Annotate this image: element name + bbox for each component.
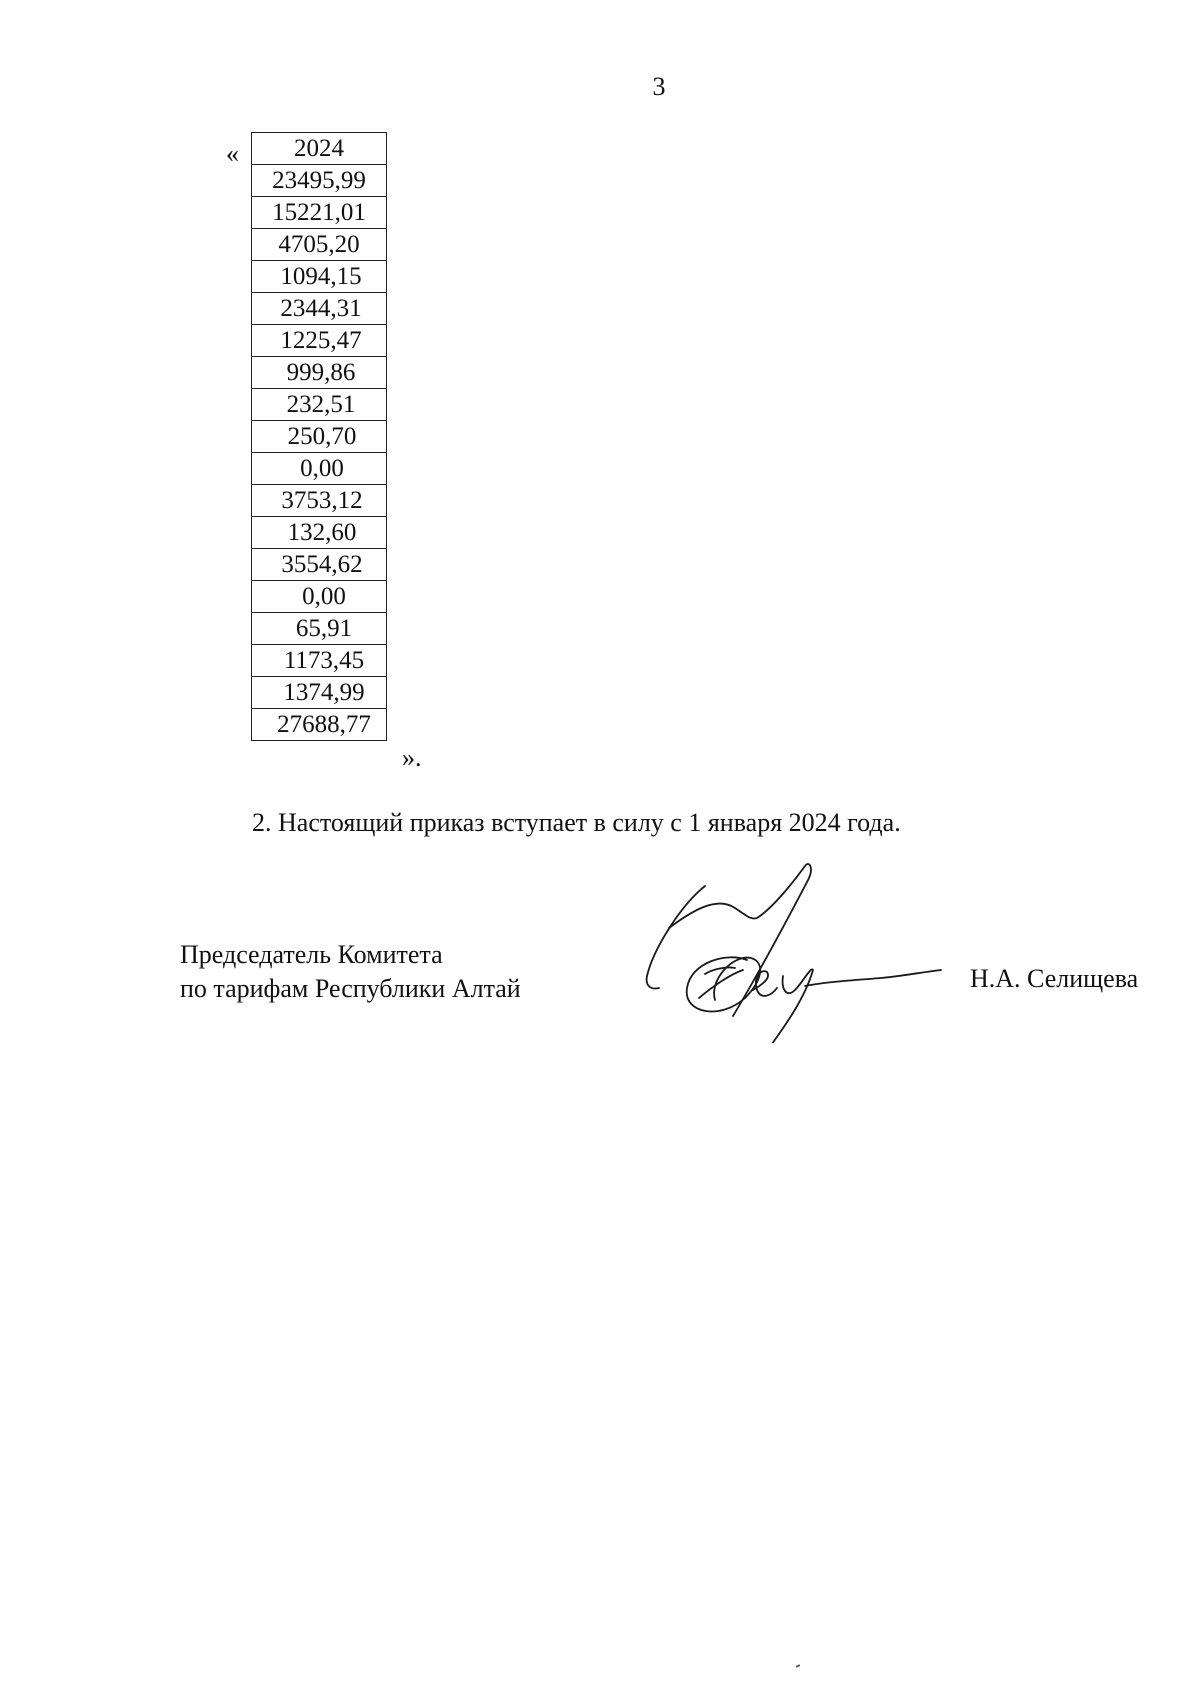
signer-title-line-2: по тарифам Республики Алтай <box>180 974 521 1003</box>
table-cell: 1094,15 <box>254 261 389 293</box>
table-cell: 23495,99 <box>252 165 387 197</box>
opening-quote-mark: « <box>226 139 239 168</box>
table-row <box>252 165 387 197</box>
table-cell: 1225,47 <box>254 325 389 357</box>
table-row <box>252 581 387 613</box>
table-cell: 0,00 <box>257 581 392 613</box>
table-row <box>252 517 387 549</box>
table-cell: 4705,20 <box>252 229 387 261</box>
table-cell: 3753,12 <box>255 485 390 517</box>
table-row <box>252 549 387 581</box>
table-row <box>252 293 387 325</box>
table-row <box>252 645 387 677</box>
table-cell-total: 27688,77 <box>257 709 392 741</box>
table-cell: 0,00 <box>255 453 390 485</box>
table-row <box>252 389 387 421</box>
table-header-year: 2024 <box>252 133 387 165</box>
table-row <box>252 613 387 645</box>
clause-2-text: 2. Настоящий приказ вступает в силу с 1 января 2024 года. <box>252 808 901 837</box>
closing-quote-mark: ». <box>402 743 422 772</box>
handwritten-signature <box>635 858 945 1043</box>
table-row <box>252 325 387 357</box>
table-row <box>252 197 387 229</box>
table-row <box>252 709 387 741</box>
table-row <box>252 133 387 165</box>
table-cell: 1374,99 <box>257 677 392 709</box>
page-number: 3 <box>652 72 666 101</box>
table-row <box>252 357 387 389</box>
signer-title <box>180 938 521 1006</box>
table-row <box>252 421 387 453</box>
table-cell: 3554,62 <box>255 549 390 581</box>
table-cell: 65,91 <box>257 613 392 645</box>
signer-title-line-1: Председатель Комитета <box>180 940 443 969</box>
signer-name: Н.А. Селищева <box>970 964 1139 993</box>
table-row <box>252 229 387 261</box>
table-row <box>252 677 387 709</box>
table-row <box>252 261 387 293</box>
table-cell: 132,60 <box>255 517 390 549</box>
table-cell: 15221,01 <box>252 197 387 229</box>
values-table <box>251 132 387 741</box>
table-cell: 250,70 <box>255 421 390 453</box>
table-cell: 1173,45 <box>257 645 392 677</box>
table-cell: 999,86 <box>254 357 389 389</box>
table-row <box>252 485 387 517</box>
table-cell: 2344,31 <box>254 293 389 325</box>
table-row <box>252 453 387 485</box>
table-cell: 232,51 <box>254 389 389 421</box>
scan-speck <box>796 1664 800 1668</box>
